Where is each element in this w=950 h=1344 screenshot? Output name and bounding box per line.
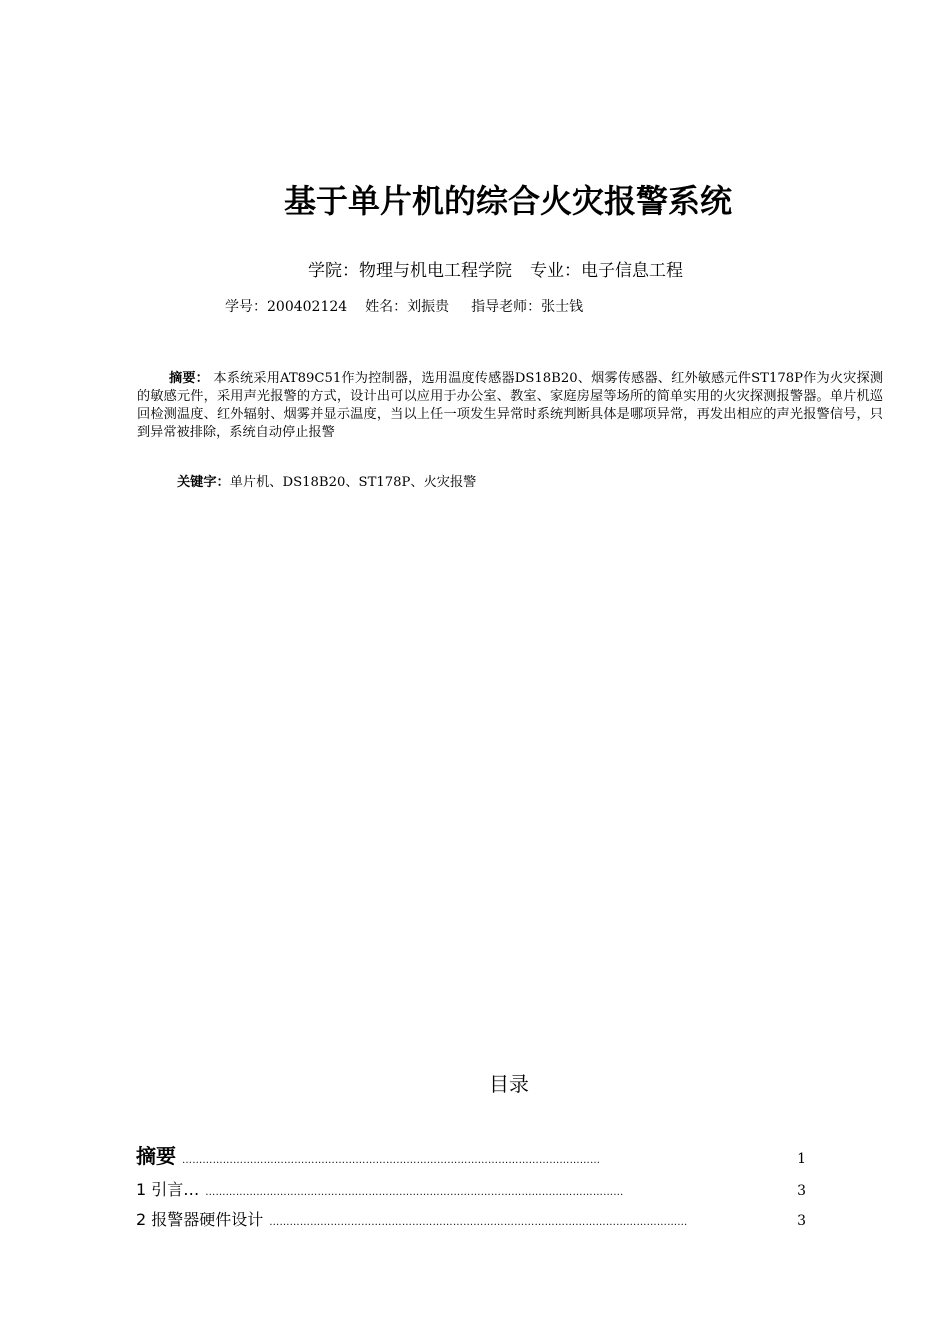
student-info-line: [225, 296, 583, 316]
advisor: 指导老师：张士钱: [471, 299, 584, 315]
keywords-label: 关键字：: [177, 475, 230, 490]
toc-title: 目录: [489, 1072, 529, 1096]
toc-entry-label: 1 引言…: [136, 1180, 200, 1199]
college: 学院：物理与机电工程学院: [308, 261, 512, 281]
toc-leader-dots: ……………………………………………………………………………………………………………: [182, 1155, 601, 1166]
document-title: 基于单片机的综合火灾报警系统: [283, 182, 732, 220]
abstract-label: 摘要：: [169, 371, 210, 386]
toc-page-number: 3: [797, 1213, 806, 1229]
keywords-line: [177, 471, 476, 490]
keywords-text: 单片机、DS18B20、ST178P、火灾报警: [229, 475, 477, 490]
toc-entry[interactable]: [136, 1207, 806, 1230]
abstract-text: 本系统采用AT89C51作为控制器，选用温度传感器DS18B20、烟雾传感器、红外敏感元件ST178P作为火灾探测的敏感元件，采用声光报警的方式，设计出可以应用于办公室、教室、家庭房屋等场所的简单实用的火灾探测报警器。单片机巡回检测温度、红外辐射、烟雾并显示温度，当以上任一项发生异常时系统判断具体是哪项异常，再发出相应的声光报警信号，只到异常被排除，系统自动停止报警: [137, 371, 884, 440]
student-id: 学号：200402124: [225, 299, 348, 315]
toc-entry-label: 摘要: [136, 1144, 176, 1168]
student-name: 姓名：刘振贵: [365, 299, 450, 315]
toc-page-number: 3: [797, 1183, 806, 1199]
toc-leader-dots: ……………………………………………………………………………………………………………: [269, 1217, 688, 1228]
toc-leader-dots: ……………………………………………………………………………………………………………: [205, 1187, 624, 1198]
affiliation-line: [308, 256, 701, 281]
toc-entry[interactable]: [136, 1177, 806, 1200]
toc-entry-label: 2 报警器硬件设计: [136, 1210, 264, 1229]
abstract-paragraph: [137, 370, 883, 442]
major: 专业：电子信息工程: [530, 261, 683, 281]
toc-entry[interactable]: [136, 1140, 806, 1169]
toc-page-number: 1: [797, 1151, 806, 1167]
